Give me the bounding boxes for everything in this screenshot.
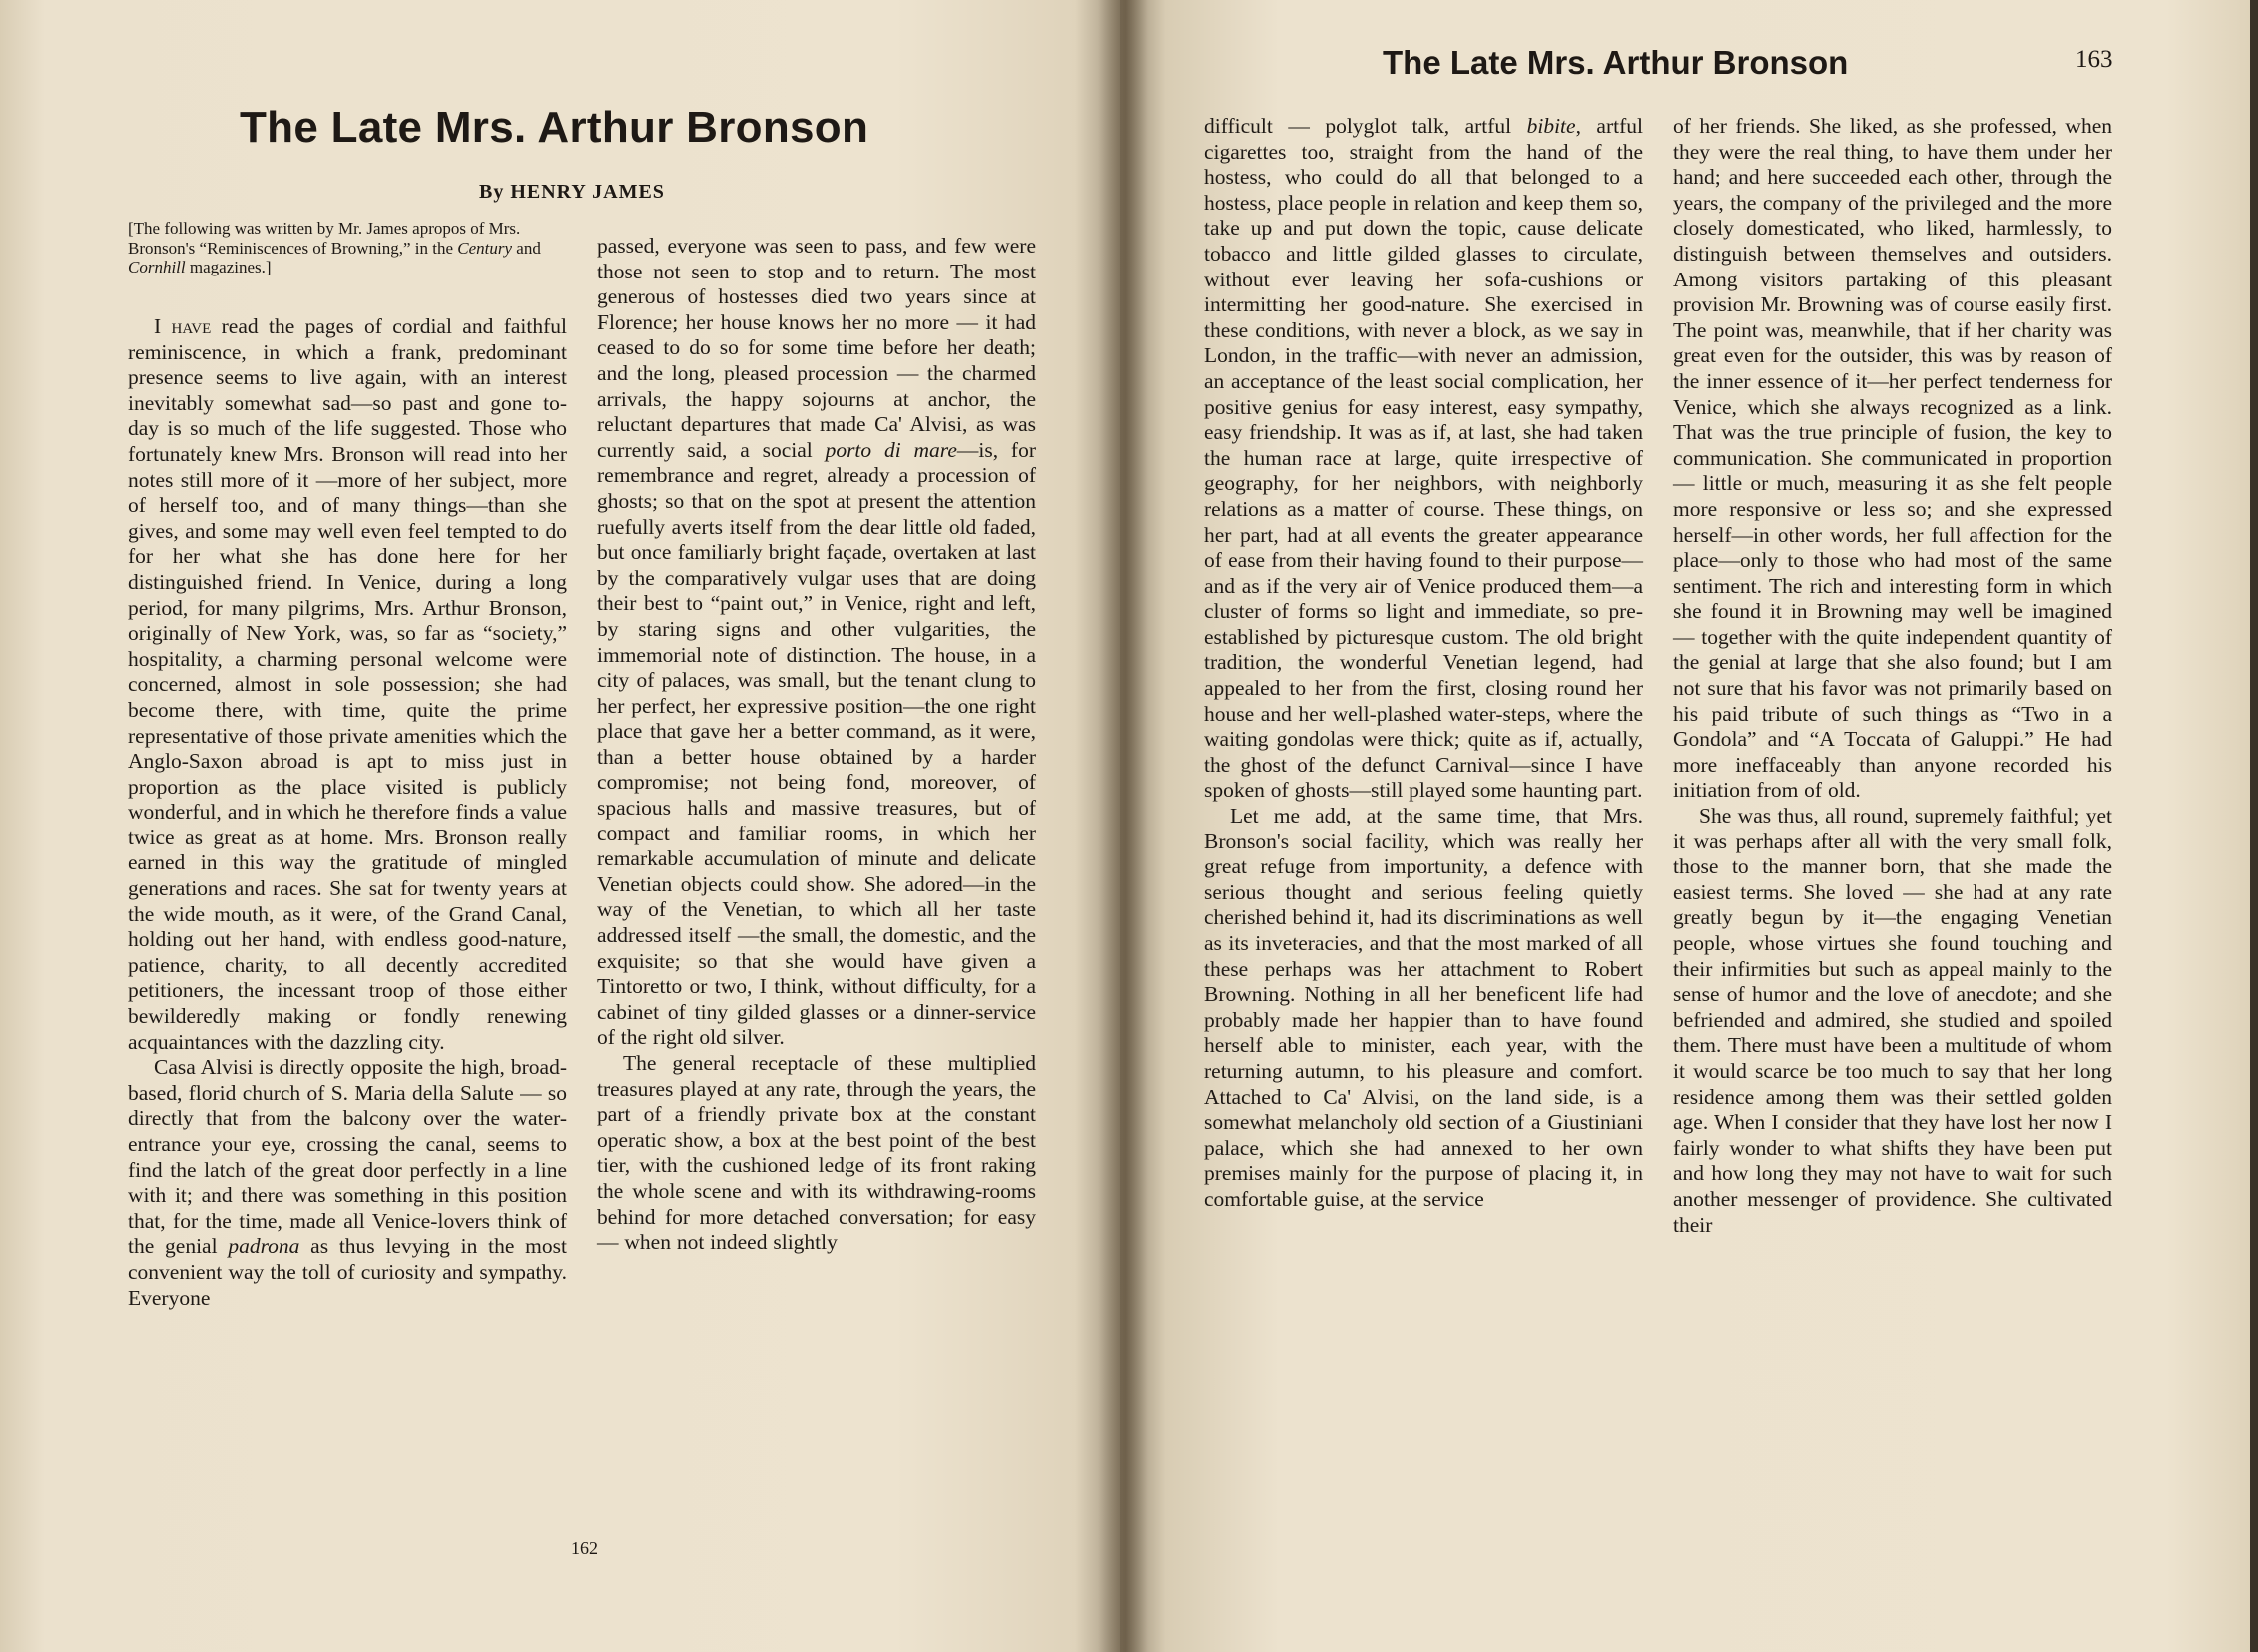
italic-term: porto di mare	[825, 437, 957, 462]
byline-prefix: By	[479, 181, 505, 203]
magazine-century: Century	[457, 238, 513, 258]
magazine-cornhill: Cornhill	[128, 258, 186, 276]
right-page	[1120, 0, 2258, 1652]
text-column-2	[597, 234, 1036, 1256]
running-head: The Late Mrs. Arthur Bronson	[1383, 44, 1849, 81]
page-number-left: 162	[571, 1538, 598, 1558]
author-name: HENRY JAMES	[510, 181, 665, 203]
italic-term: bibite	[1526, 114, 1576, 138]
paragraph-text: read the pages of cordial and faithful reminiscence, in which a frank, predominant presence seems to live again, with an interest inevitably somewhat sad—so past and gone to-day is so much of the life suggested. Those who fortunately knew Mrs. Bronson will read into her notes still more of it —more of her subject, more of herself too, and of many things—than she gives, and some may well even feel tempted to do for her what she has done here for her distinguished friend. In Venice, during a long period, for many pilgrims, Mrs. Arthur Bronson, originally of New York, was, so far as “society,” hospitality, a charming personal welcome were concerned, almost in sole possession; she had become there, with time, quite the prime representative of those private amenities which the Anglo-Saxon abroad is apt to miss just in proportion as the place visited is publicly wonderful, and in which he therefore finds a value twice as great as at home. Mrs. Bronson really earned in this way the gratitude of mingled generations and races. She sat for twenty years at the wide mouth, as it were, of the Grand Canal, holding out her hand, with endless good-nature, patience, charity, to all decently accredited petitioners, the incessant troop of those either bewilderedly making or fondly renewing acquaintances with the dazzling city.	[128, 314, 568, 1054]
paragraph: Let me add, at the same time, that Mrs. Bronson's social facility, which was really her great refuge from importunity, a defence with serious thought and serious feeling quietly cherished behind it, had its discriminations as well as its inveteracies, and that the most marked of all these perhaps was her attachment to Robert Browning. Nothing in all her beneficent life had probably made her happier than to have found herself able to minister, each year, with the returning autumn, to his pleasure and comfort. Attached to Ca' Alvisi, on the land side, is a somewhat melancholy old section of a Giustiniani palace, which she had annexed to her own premises mainly for the purpose of placing it, in comfortable guise, at the service	[1204, 804, 1643, 1211]
italic-term: padrona	[228, 1234, 300, 1259]
byline	[479, 181, 665, 204]
editor-note-and: and	[512, 238, 541, 258]
paragraph-text: —is, for remembrance and regret, already a procession of ghosts; so that on the spot at present the attention ruefully averts itself from the dear little old faded, but once familiarly bright façade, overtaken at last by the comparatively vulgar uses that are doing their best to “paint out,” in Venice, right and left, by staring signs and other vulgarities, the immemorial note of distinction. The house, in a city of palaces, was small, but the tenant clung to her perfect, her expressive position—the one right place that gave her a better command, as it were, than a better house obtained by a harder compromise; not being fond, moreover, of spacious halls and massive treasures, but of compact and familiar rooms, in which her remarkable accumulation of minute and delicate Venetian objects could show. She adored—in the way of the Venetian, to which all her taste addressed itself —the small, the domestic, and the exquisite; so that she would have given a Tintoretto or two, I think, without difficulty, for a cabinet of tiny gilded glasses or a dinner-service of the right old silver.	[597, 437, 1036, 1050]
page-edge	[2250, 0, 2258, 1652]
paragraph-text: , artful cigarettes too, straight from the hand of the hostess, who could do all that belonged to a hostess, place people in relation and keep them so, take up and put down the topic, cause delicate tobacco and little gilded glasses to circulate, without ever leaving her sofa-cushions or intermitting her good-nature. She exercised in these conditions, with never a block, as we say in London, in the traffic—with never an admission, an acceptance of the least social complication, her positive genius for easy interest, easy sympathy, easy friendship. It was as if, at last, she had taken the human race at large, quite irrespective of geography, for her neighbors, with neighborly relations as a matter of course. These things, on her part, had at all events the greater appearance of ease from their having found to their purpose—and as if the very air of Venice produced them—a cluster of forms so light and immediate, so pre-established by picturesque custom. The old bright tradition, the wonderful Venetian legend, had appealed to her from the first, closing round her house and her well-plashed water-steps, where the waiting gondolas were thick; quite as if, actually, the ghost of the defunct Carnival—since I have spoken of ghosts—still played some haunting part.	[1204, 114, 1643, 803]
paragraph-text: difficult — polyglot talk, artful	[1204, 114, 1527, 138]
editor-note-open: [The following was written by Mr. James apropos of Mrs. Bronson's “Reminiscences of Browning,” in the	[128, 219, 521, 258]
paragraph: of her friends. She liked, as she professed, when they were the real thing, to have them under her hand; and here succeeded each other, through the years, the company of the privileged and the more closely domesticated, who liked, harmlessly, to distinguish between themselves and outsiders. Among visitors partaking of this pleasant provision Mr. Browning was of course easily first. The point was, meanwhile, that if her charity was great even for the outsider, this was by reason of the inner essence of it—her perfect tenderness for Venice, which she always recognized as a link. That was the true principle of fusion, the key to communication. She communicated in proportion — little or much, measuring it as she felt people more responsive or less so; and she expressed herself—in other words, her full affection for the place—only to those who had most of the same sentiment. The rich and interesting form in which she found it in Browning may well be imagined — together with the quite independent quantity of the genial at large that she also found; but I am not sure that his favor was not primarily based on his paid tribute of such things as “Two in a Gondola” and “A Toccata of Galuppi.” He had more ineffaceably than anyone recorded his initiation from of old.	[1673, 114, 2112, 803]
paragraph-text: Casa Alvisi is directly opposite the high, broad-based, florid church of S. Maria della Salute — so directly that from the balcony over the water-entrance your eye, crossing the canal, seems to find the latch of the great door perfectly in a line with it; and there was something in this position that, for the time, made all Venice-lovers think of the genial	[128, 1055, 567, 1259]
paragraph-text: passed, everyone was seen to pass, and few were those not seen to stop and to return. The most generous of hostesses died two years since at Florence; her house knows her no more — it had ceased to do so for some time before her death; and the long, pleased procession — the charmed arrivals, the happy sojourns at anchor, the reluctant departures that made Ca' Alvisi, as was currently said, a social	[597, 234, 1036, 462]
paragraph	[128, 1055, 567, 1311]
paragraph: She was thus, all round, supremely faithful; yet it was perhaps after all with the very small folk, those to the manner born, that she made the easiest terms. She loved — she had at any rate greatly begun by it—the engaging Venetian people, whose virtues she found touching and their infirmities but such as appeal mainly to the sense of humor and the love of anecdote; and she befriended and admired, she studied and spoiled them. There must have been a multitude of whom it would scarce be too much to say that her long residence among them was their settled golden age. When I consider that they have lost her now I fairly wonder to what shifts they have been put and how long they may not have to wait for such another messenger of providence. She cultivated their	[1673, 804, 2112, 1237]
article-title: The Late Mrs. Arthur Bronson	[240, 103, 869, 152]
text-column-4	[1673, 114, 2112, 1238]
paragraph	[128, 314, 567, 1055]
editor-note-close: magazines.]	[185, 258, 272, 276]
text-column-1	[128, 314, 567, 1311]
editor-note	[128, 219, 567, 277]
book-gutter	[1098, 0, 1148, 1652]
drop-lead-words: I have	[154, 314, 212, 338]
paragraph-text: as thus levying in the most convenient way the toll of curiosity and sympathy. Everyone	[128, 1234, 567, 1310]
paragraph: The general receptacle of these multiplied treasures played at any rate, through the years, the part of a friendly private box at the constant operatic show, a box at the best point of the best tier, with the cushioned ledge of its front raking the whole scene and with its withdrawing-rooms behind for more detached conversation; for easy — when not indeed slightly	[597, 1051, 1036, 1255]
page-number-right: 163	[2075, 46, 2113, 73]
left-page	[0, 0, 1120, 1652]
text-column-3	[1204, 114, 1643, 1213]
paragraph	[1204, 114, 1643, 804]
paragraph	[597, 234, 1036, 1051]
